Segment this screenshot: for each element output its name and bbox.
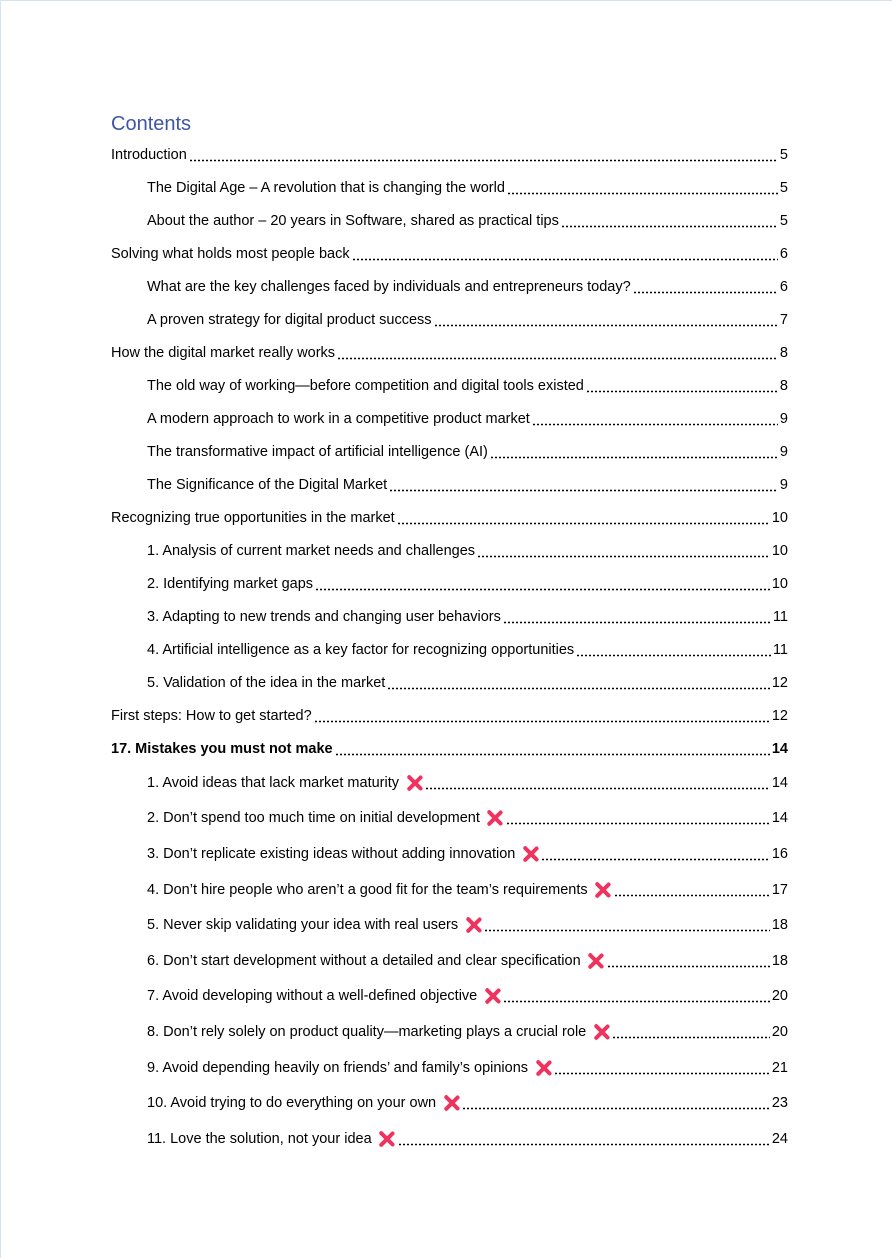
toc-entry-title: 1. Avoid ideas that lack market maturity: [147, 774, 399, 791]
cross-mark-icon: [587, 952, 605, 970]
dot-leader: [614, 883, 770, 897]
toc-entry[interactable]: [111, 270, 788, 303]
toc-entry[interactable]: [111, 836, 788, 872]
toc-page-number: 8: [779, 344, 788, 361]
dot-leader: [434, 313, 778, 327]
toc-entry-title: 8. Don’t rely solely on product quality—marketing plays a crucial role: [147, 1023, 587, 1040]
cross-mark-icon: [592, 1023, 610, 1041]
toc-entry[interactable]: [111, 138, 788, 171]
dot-leader: [337, 346, 778, 360]
toc-page-number: 11: [772, 608, 788, 625]
toc-entry[interactable]: [111, 369, 788, 402]
dot-leader: [397, 511, 770, 525]
toc-entry-title: A modern approach to work in a competitive product market: [147, 410, 530, 427]
toc-entry[interactable]: [111, 567, 788, 600]
cross-mark-icon: [483, 987, 501, 1005]
dot-leader: [554, 1061, 770, 1075]
dot-leader: [586, 379, 778, 393]
toc-page-number: 10: [771, 575, 788, 592]
toc-entry-title: 5. Validation of the idea in the market: [147, 674, 386, 691]
toc-page-number: 9: [779, 476, 788, 493]
toc-page-number: 12: [771, 707, 788, 724]
cross-mark-icon: [442, 1094, 460, 1112]
toc-page-number: 6: [779, 278, 788, 295]
toc-entry-title: 2. Identifying market gaps: [147, 575, 314, 592]
toc-entry[interactable]: [111, 907, 788, 943]
toc-page-number: 9: [779, 410, 788, 427]
toc-entry-title: The Digital Age – A revolution that is changing the world: [147, 179, 505, 196]
toc-page-number: 10: [771, 542, 788, 559]
toc-page-number: 7: [779, 311, 788, 328]
toc-entry-title: How the digital market really works: [111, 344, 336, 361]
cross-mark-icon: [534, 1059, 552, 1077]
toc-page-number: 14: [771, 810, 788, 827]
toc-entry[interactable]: [111, 171, 788, 204]
toc-entry-title: 5. Never skip validating your idea with real users: [147, 917, 459, 934]
dot-leader: [607, 954, 770, 968]
dot-leader: [477, 544, 770, 558]
toc-entry-title: The Significance of the Digital Market: [147, 476, 388, 493]
toc-entry-title: The transformative impact of artificial intelligence (AI): [147, 443, 488, 460]
toc-page-number: 17: [771, 881, 788, 898]
toc-entry[interactable]: [111, 237, 788, 270]
cross-mark-icon: [405, 774, 423, 792]
contents-heading: Contents: [111, 113, 192, 135]
toc-entry-title: Solving what holds most people back: [111, 245, 350, 262]
toc-entry-title: 10. Avoid trying to do everything on your own: [147, 1095, 437, 1112]
toc-entry[interactable]: [111, 468, 788, 501]
cross-mark-icon: [521, 845, 539, 863]
toc-entry-title: 3. Adapting to new trends and changing user behaviors: [147, 608, 501, 625]
toc-entry-title: Recognizing true opportunities in the market: [111, 509, 395, 526]
dot-leader: [633, 280, 778, 294]
toc-entry[interactable]: [111, 534, 788, 567]
toc-entry-title: 9. Avoid depending heavily on friends’ and family’s opinions: [147, 1059, 529, 1076]
toc-page-number: 6: [779, 245, 788, 262]
toc-page-number: 11: [772, 641, 788, 658]
toc-entry-title: About the author – 20 years in Software, shared as practical tips: [147, 212, 559, 229]
dot-leader: [484, 918, 770, 932]
toc-entry-title: 2. Don’t spend too much time on initial development: [147, 810, 480, 827]
toc-entry-title: What are the key challenges faced by individuals and entrepreneurs today?: [147, 278, 631, 295]
toc-entry[interactable]: [111, 732, 788, 765]
dot-leader: [576, 643, 771, 657]
toc-page-number: 5: [779, 212, 788, 229]
toc-page-number: 18: [771, 952, 788, 969]
cross-mark-icon: [464, 916, 482, 934]
toc-entry-title: First steps: How to get started?: [111, 707, 312, 724]
dot-leader: [506, 811, 770, 825]
toc-page-number: 12: [771, 674, 788, 691]
cross-mark-icon: [378, 1130, 396, 1148]
toc-entry[interactable]: [111, 402, 788, 435]
toc-page-number: 21: [771, 1059, 788, 1076]
toc-entry-title: 4. Artificial intelligence as a key factor for recognizing opportunities: [147, 641, 575, 658]
dot-leader: [462, 1096, 770, 1110]
toc-page-number: 24: [771, 1130, 788, 1147]
dot-leader: [315, 577, 770, 591]
toc-entry-title: A proven strategy for digital product success: [147, 311, 432, 328]
toc-entry-title: 3. Don’t replicate existing ideas without adding innovation: [147, 845, 516, 862]
dot-leader: [398, 1132, 770, 1146]
toc-entry[interactable]: [111, 501, 788, 534]
dot-leader: [503, 610, 771, 624]
toc-page-number: 20: [771, 1023, 788, 1040]
toc-entry[interactable]: [111, 872, 788, 908]
toc-entry-title: 17. Mistakes you must not make: [111, 740, 333, 757]
dot-leader: [335, 742, 770, 756]
toc-page-number: 18: [771, 917, 788, 934]
toc-page-number: 14: [771, 740, 788, 757]
toc-page-number: 14: [771, 774, 788, 791]
dot-leader: [387, 676, 770, 690]
toc-entry-title: 6. Don’t start development without a detailed and clear specification: [147, 952, 581, 969]
toc-page-number: 10: [771, 509, 788, 526]
dot-leader: [561, 214, 778, 228]
toc-entry[interactable]: [111, 204, 788, 237]
cross-mark-icon: [486, 809, 504, 827]
toc-page-number: 23: [771, 1095, 788, 1112]
toc-page-number: 5: [779, 179, 788, 196]
dot-leader: [612, 1025, 770, 1039]
toc-page-number: 9: [779, 443, 788, 460]
dot-leader: [541, 847, 769, 861]
toc-entry[interactable]: [111, 1085, 788, 1121]
toc-entry[interactable]: [111, 1014, 788, 1050]
dot-leader: [189, 148, 778, 162]
dot-leader: [490, 445, 778, 459]
dot-leader: [503, 989, 770, 1003]
toc-entry[interactable]: [111, 1050, 788, 1086]
toc-entry-title: 1. Analysis of current market needs and challenges: [147, 542, 476, 559]
toc-page-number: 16: [771, 845, 788, 862]
toc-page-number: 5: [779, 146, 788, 163]
dot-leader: [389, 478, 778, 492]
dot-leader: [314, 709, 770, 723]
toc-page-number: 20: [771, 988, 788, 1005]
toc-entry[interactable]: [111, 801, 788, 837]
toc-page-number: 8: [779, 377, 788, 394]
toc-entry-title: 7. Avoid developing without a well-defined objective: [147, 988, 478, 1005]
toc-entry-title: 4. Don’t hire people who aren’t a good fit for the team’s requirements: [147, 881, 588, 898]
toc-entry[interactable]: [111, 979, 788, 1015]
toc-entry[interactable]: [111, 633, 788, 666]
toc-entry-title: 11. Love the solution, not your idea: [147, 1130, 372, 1147]
dot-leader: [425, 776, 770, 790]
toc-entry[interactable]: [111, 600, 788, 633]
toc-entry[interactable]: [111, 666, 788, 699]
toc-entry[interactable]: [111, 699, 788, 732]
toc-entry[interactable]: [111, 765, 788, 801]
toc-entry[interactable]: [111, 303, 788, 336]
cross-mark-icon: [594, 881, 612, 899]
toc-entry-title: The old way of working—before competition and digital tools existed: [147, 377, 584, 394]
toc-entry[interactable]: [111, 1121, 788, 1157]
toc-entry[interactable]: [111, 336, 788, 369]
toc-entry-title: Introduction: [111, 146, 187, 163]
dot-leader: [532, 412, 778, 426]
dot-leader: [507, 181, 778, 195]
toc-entry[interactable]: [111, 943, 788, 979]
dot-leader: [352, 247, 778, 261]
table-of-contents: [111, 138, 788, 1157]
toc-entry[interactable]: [111, 435, 788, 468]
